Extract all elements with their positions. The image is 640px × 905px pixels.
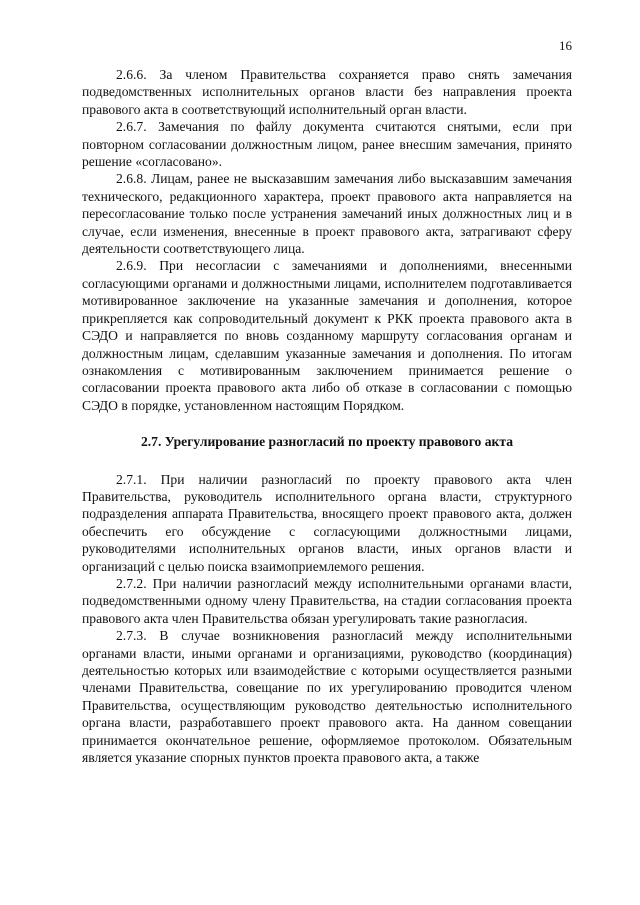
- paragraph-2-7-2: 2.7.2. При наличии разногласий между исполнительными органами власти, подведомственными одному члену Правительства, на стадии согласования проекта правового акта член Правительства обязан урегулировать такие разногласия.: [82, 575, 572, 626]
- section-heading-2-7: 2.7. Урегулирование разногласий по проекту правового акта: [140, 434, 514, 450]
- paragraph-2-6-6: 2.6.6. За членом Правительства сохраняется право снять замечания подведомственных исполнительных органов власти без направления проекта правового акта в соответствующий исполнительный орган власти.: [82, 67, 572, 117]
- document-body: [82, 66, 572, 766]
- paragraph-2-6-7: 2.6.7. Замечания по файлу документа считаются снятыми, если при повторном согласовании должностным лицом, ранее внесшим замечания, принято решение «согласовано».: [82, 119, 572, 170]
- paragraph-2-6-9: 2.6.9. При несогласии с замечаниями и дополнениями, внесенными согласующими органами и должностными лицами, исполнителем подготавливается мотивированное заключение на указанные замечания и дополнения, которое прикрепляется как сопроводительный документ к РКК проекта правового акта в СЭДО и направляется по вновь созданному маршруту согласования органам и должностным лицам, сделавшим указанные замечания и дополнения. По итогам ознакомления с мотивированным заключением принимается решение о согласовании проекта правового акта либо об отказе в согласовании с помощью СЭДО в порядке, установленном настоящим Порядком.: [82, 258, 572, 413]
- paragraph-2-7-1: 2.7.1. При наличии разногласий по проекту правового акта член Правительства, руководитель исполнительного органа власти, структурного подразделения аппарата Правительства, вносящего проект правового акта, должен обеспечить его обсуждение с согласующими должностными лицами, руководителями исполнительных органов власти, иных органов власти и организаций с целью поиска взаимоприемлемого решения.: [82, 471, 572, 574]
- paragraph-2-7-3: 2.7.3. В случае возникновения разногласий между исполнительными органами власти, иными органами и организациями, руководство (координация) деятельностью которых или взаимодействие с которыми осуществляется разными членами Правительства, совещание по их урегулированию проводится членом Правительства, осуществляющим руководство деятельностью исполнительного органа власти, разработавшего проект правового акта. На данном совещании принимается окончательное решение, оформляемое протоколом. Обязательным является указание спорных пунктов проекта правового акта, а также: [82, 628, 572, 766]
- paragraph-2-6-8: 2.6.8. Лицам, ранее не высказавшим замечания либо высказавшим замечания технического, редакционного характера, проект правового акта направляется на пересогласование только после устранения замечаний иных должностных лиц и в случае, если изменения, внесенные в проект правового акта, затрагивают сферу деятельности соответствующего лица.: [82, 171, 572, 257]
- page-number: 16: [559, 38, 572, 53]
